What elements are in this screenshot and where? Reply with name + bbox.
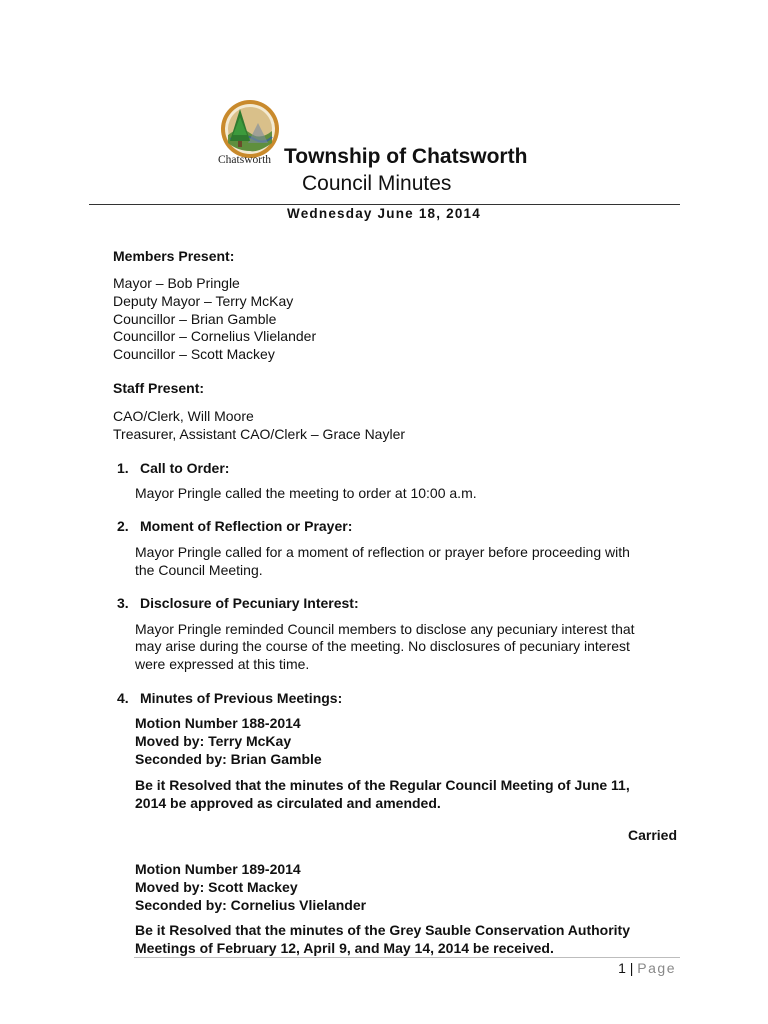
section-heading: Moment of Reflection or Prayer: (140, 518, 353, 534)
page-title: Township of Chatsworth (284, 145, 528, 168)
motion-resolution: Be it Resolved that the minutes of the Regular Council Meeting of June 11, (135, 777, 630, 793)
members-heading: Members Present: (113, 248, 235, 264)
page-number: 1 (618, 960, 626, 976)
staff-item: CAO/Clerk, Will Moore (113, 408, 254, 424)
motion-resolution: 2014 be approved as circulated and amended. (135, 795, 441, 811)
section-text: may arise during the course of the meeting. No disclosures of pecuniary interest (135, 638, 630, 654)
motion-seconded-by: Seconded by: Brian Gamble (135, 751, 322, 767)
section-number: 3. (117, 595, 129, 611)
staff-heading: Staff Present: (113, 380, 205, 396)
motion-moved-by: Moved by: Scott Mackey (135, 879, 298, 895)
section-text: were expressed at this time. (135, 656, 310, 672)
logo-wordmark: Chatsworth (218, 154, 272, 166)
staff-item: Treasurer, Assistant CAO/Clerk – Grace Nayler (113, 426, 406, 442)
motion-number: Motion Number 188-2014 (135, 715, 301, 731)
motion-seconded-by: Seconded by: Cornelius Vlielander (135, 897, 367, 913)
page-separator: | (625, 960, 638, 976)
section-text: Mayor Pringle called the meeting to order at 10:00 a.m. (135, 485, 477, 501)
member-item: Deputy Mayor – Terry McKay (113, 293, 294, 309)
section-number: 4. (117, 690, 129, 706)
section-text: Mayor Pringle reminded Council members to disclose any pecuniary interest that (135, 621, 635, 637)
section-heading: Call to Order: (140, 460, 230, 476)
motion-resolution: Be it Resolved that the minutes of the Grey Sauble Conservation Authority (135, 922, 631, 938)
motion-number: Motion Number 189-2014 (135, 861, 301, 877)
footer-divider (134, 957, 680, 958)
section-heading: Disclosure of Pecuniary Interest: (140, 595, 359, 611)
member-item: Councillor – Cornelius Vlielander (113, 328, 317, 344)
motion-resolution: Meetings of February 12, April 9, and May 14, 2014 be received. (135, 940, 554, 956)
section-text: the Council Meeting. (135, 562, 263, 578)
page-label: Page (637, 960, 676, 976)
member-item: Councillor – Brian Gamble (113, 311, 277, 327)
motion-result: Carried (627, 827, 677, 843)
member-item: Councillor – Scott Mackey (113, 346, 275, 362)
meeting-date: Wednesday June 18, 2014 (287, 206, 481, 221)
member-item: Mayor – Bob Pringle (113, 275, 240, 291)
page-footer (530, 960, 676, 976)
section-number: 2. (117, 518, 129, 534)
header-divider (89, 204, 680, 205)
motion-moved-by: Moved by: Terry McKay (135, 733, 292, 749)
section-text: Mayor Pringle called for a moment of reflection or prayer before proceeding with (135, 544, 630, 560)
section-heading: Minutes of Previous Meetings: (140, 690, 343, 706)
section-number: 1. (117, 460, 129, 476)
page-subtitle: Council Minutes (302, 172, 452, 195)
